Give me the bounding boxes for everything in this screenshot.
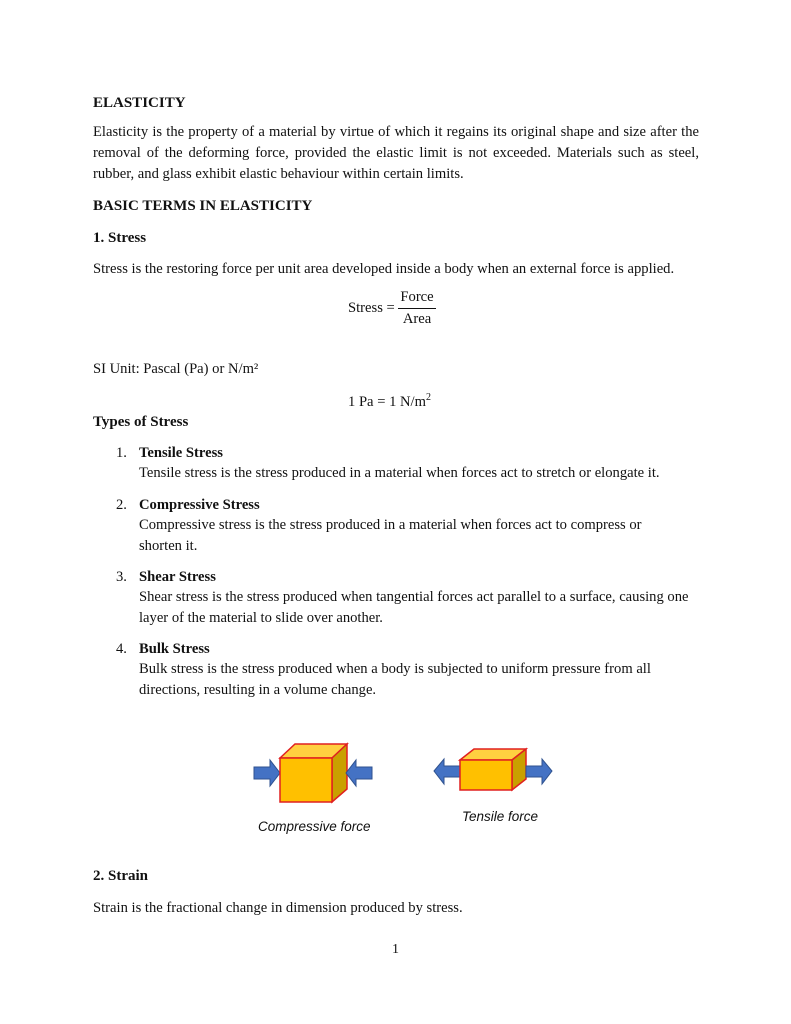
unit-equation	[348, 392, 431, 411]
list-item-number: 3.	[116, 569, 127, 585]
tensile-force-caption: Tensile force	[462, 809, 539, 824]
list-item-description: Bulk stress is the stress produced when a body is subjected to uniform pressure from all directions, resulting in a volume change.	[139, 661, 651, 698]
heading-stress: 1. Stress	[93, 230, 147, 246]
list-item-title: Compressive Stress	[139, 497, 260, 513]
list-item-description: Tensile stress is the stress produced in a material when forces act to stretch or elongate it.	[139, 465, 660, 481]
list-item-title: Tensile Stress	[139, 445, 223, 461]
formula-numerator: Force	[398, 289, 435, 309]
stress-formula	[348, 289, 436, 328]
list-item-title: Shear Stress	[139, 569, 216, 585]
compressive-force-figure	[252, 738, 376, 810]
list-item-number: 2.	[116, 497, 127, 513]
list-item-number: 4.	[116, 641, 127, 657]
strain-definition: Strain is the fractional change in dimension produced by stress.	[93, 900, 463, 916]
unit-equation-base: 1 Pa = 1 N/m	[348, 393, 426, 410]
intro-paragraph: Elasticity is the property of a material by virtue of which it regains its original shape and size after the removal of the deforming force, provided the elastic limit is not exceeded. Materials such as steel, rubber, and glass exhibit elastic behaviour within certain limits.	[93, 124, 699, 182]
right-arrow-pointing-left	[346, 760, 372, 786]
stress-definition: Stress is the restoring force per unit area developed inside a body when an external force is applied.	[93, 261, 675, 277]
cube-front-face	[280, 758, 332, 802]
page-number: 1	[392, 942, 399, 957]
list-item-number: 1.	[116, 445, 127, 461]
right-arrow-pointing-right	[526, 759, 552, 784]
heading-elasticity: ELASTICITY	[93, 95, 186, 111]
si-unit-text: SI Unit: Pascal (Pa) or N/m²	[93, 361, 259, 377]
compressive-force-caption: Compressive force	[258, 819, 371, 834]
heading-basic-terms: BASIC TERMS IN ELASTICITY	[93, 198, 313, 214]
left-arrow-pointing-right	[254, 760, 280, 786]
heading-types-of-stress: Types of Stress	[93, 414, 189, 430]
list-item-title: Bulk Stress	[139, 641, 210, 657]
formula-denominator: Area	[402, 311, 432, 327]
list-item-description: Compressive stress is the stress produced in a material when forces act to compress or shorten it.	[139, 517, 642, 554]
cube-front-face	[460, 760, 512, 790]
unit-equation-exponent: 2	[425, 392, 431, 403]
formula-lhs: Stress =	[348, 300, 395, 316]
heading-strain: 2. Strain	[93, 868, 149, 884]
left-arrow-pointing-left	[434, 759, 460, 784]
tensile-force-figure	[432, 744, 556, 800]
formula-fraction	[398, 289, 435, 328]
list-item-description: Shear stress is the stress produced when tangential forces act parallel to a surface, causing one layer of the material to slide over another.	[139, 589, 689, 626]
